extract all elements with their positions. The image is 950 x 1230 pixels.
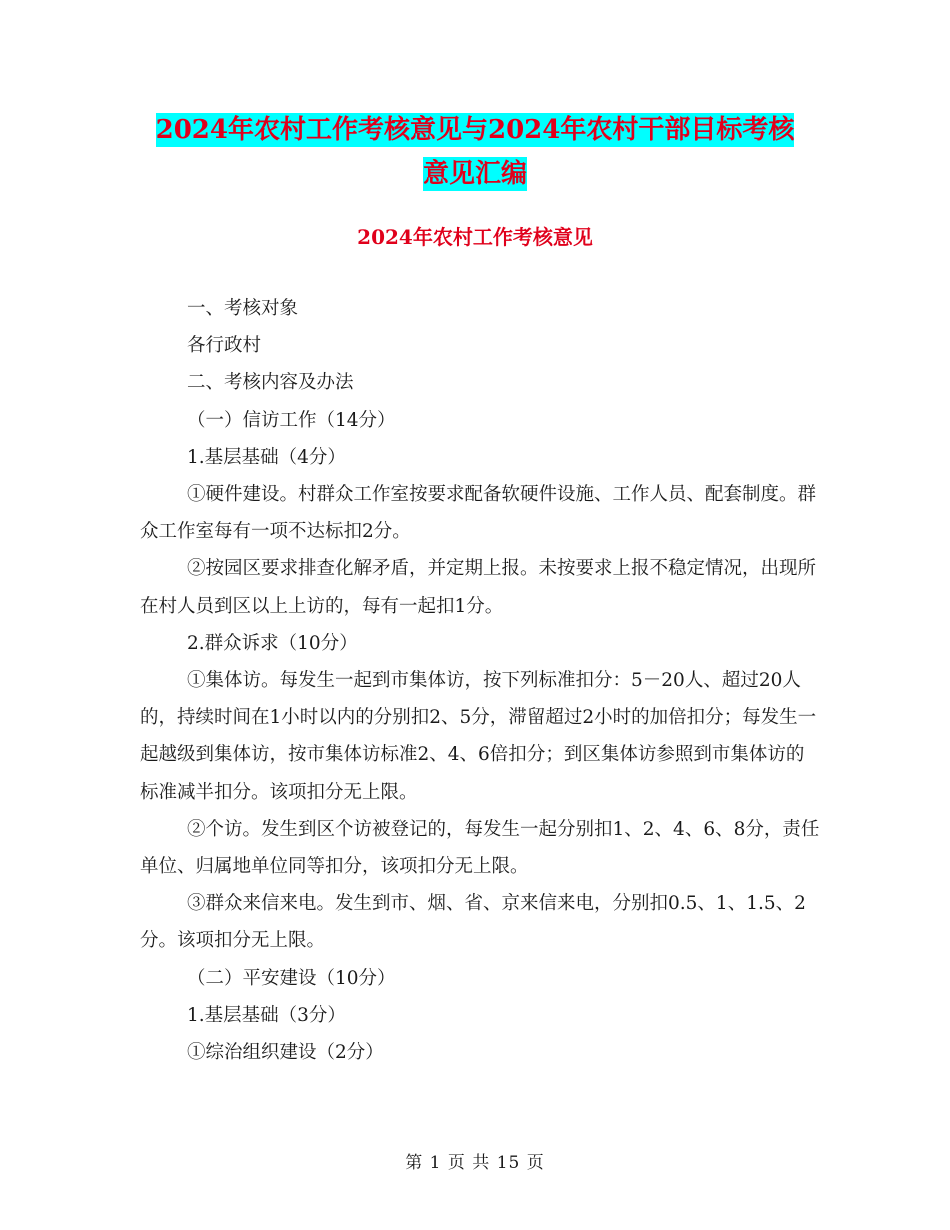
page-number: 第 1 页 共 15 页 bbox=[405, 1153, 545, 1173]
paragraph-individual-visits: ②个访。发生到区个访被登记的，每发生一起分别扣1、2、4、6、8分，责任单位、归属地单位同等扣分，该项扣分无上限。 bbox=[140, 818, 820, 878]
paragraph-assessment-target: 各行政村 bbox=[187, 335, 262, 357]
document-title-line-1: 2024年农村工作考核意见与2024年农村干部目标考核 bbox=[155, 115, 795, 145]
paragraph-safety-foundation-heading: 1.基层基础（3分） bbox=[187, 1004, 346, 1026]
section-title: 2024年农村工作考核意见 bbox=[357, 225, 593, 249]
document-title bbox=[140, 108, 810, 196]
paragraph-petition-heading: （一）信访工作（14分） bbox=[187, 409, 396, 431]
document-title-line-2: 意见汇编 bbox=[422, 159, 527, 189]
document-body bbox=[140, 290, 820, 1071]
paragraph-safety-heading: （二）平安建设（10分） bbox=[187, 967, 396, 989]
paragraph-hardware-construction: ①硬件建设。村群众工作室按要求配备软硬件设施、工作人员、配套制度。群众工作室每有一项不达标扣2分。 bbox=[140, 484, 817, 543]
paragraph-letters-calls: ③群众来信来电。发生到市、烟、省、京来信来电，分别扣0.5、1、1.5、2分。该项扣分无上限。 bbox=[140, 893, 806, 952]
paragraph-content-method-heading: 二、考核内容及办法 bbox=[187, 372, 354, 394]
paragraph-collective-visits: ①集体访。每发生一起到市集体访，按下列标准扣分：5－20人、超过20人的，持续时间在1小时以内的分别扣2、5分，滞留超过2小时的加倍扣分；每发生一起越级到集体访，按市集体访标准2、4、6倍扣分；到区集体访参照到市集体访的标准减半扣分。该项扣分无上限。 bbox=[140, 670, 817, 803]
paragraph-governance-organization: ①综治组织建设（2分） bbox=[187, 1042, 384, 1064]
paragraph-conflict-resolution: ②按园区要求排查化解矛盾，并定期上报。未按要求上报不稳定情况，出现所在村人员到区以上上访的，每有一起扣1分。 bbox=[140, 558, 817, 617]
paragraph-assessment-target-heading: 一、考核对象 bbox=[187, 298, 299, 319]
paragraph-basic-foundation-heading: 1.基层基础（4分） bbox=[187, 446, 346, 468]
paragraph-public-appeals-heading: 2.群众诉求（10分） bbox=[187, 632, 358, 654]
